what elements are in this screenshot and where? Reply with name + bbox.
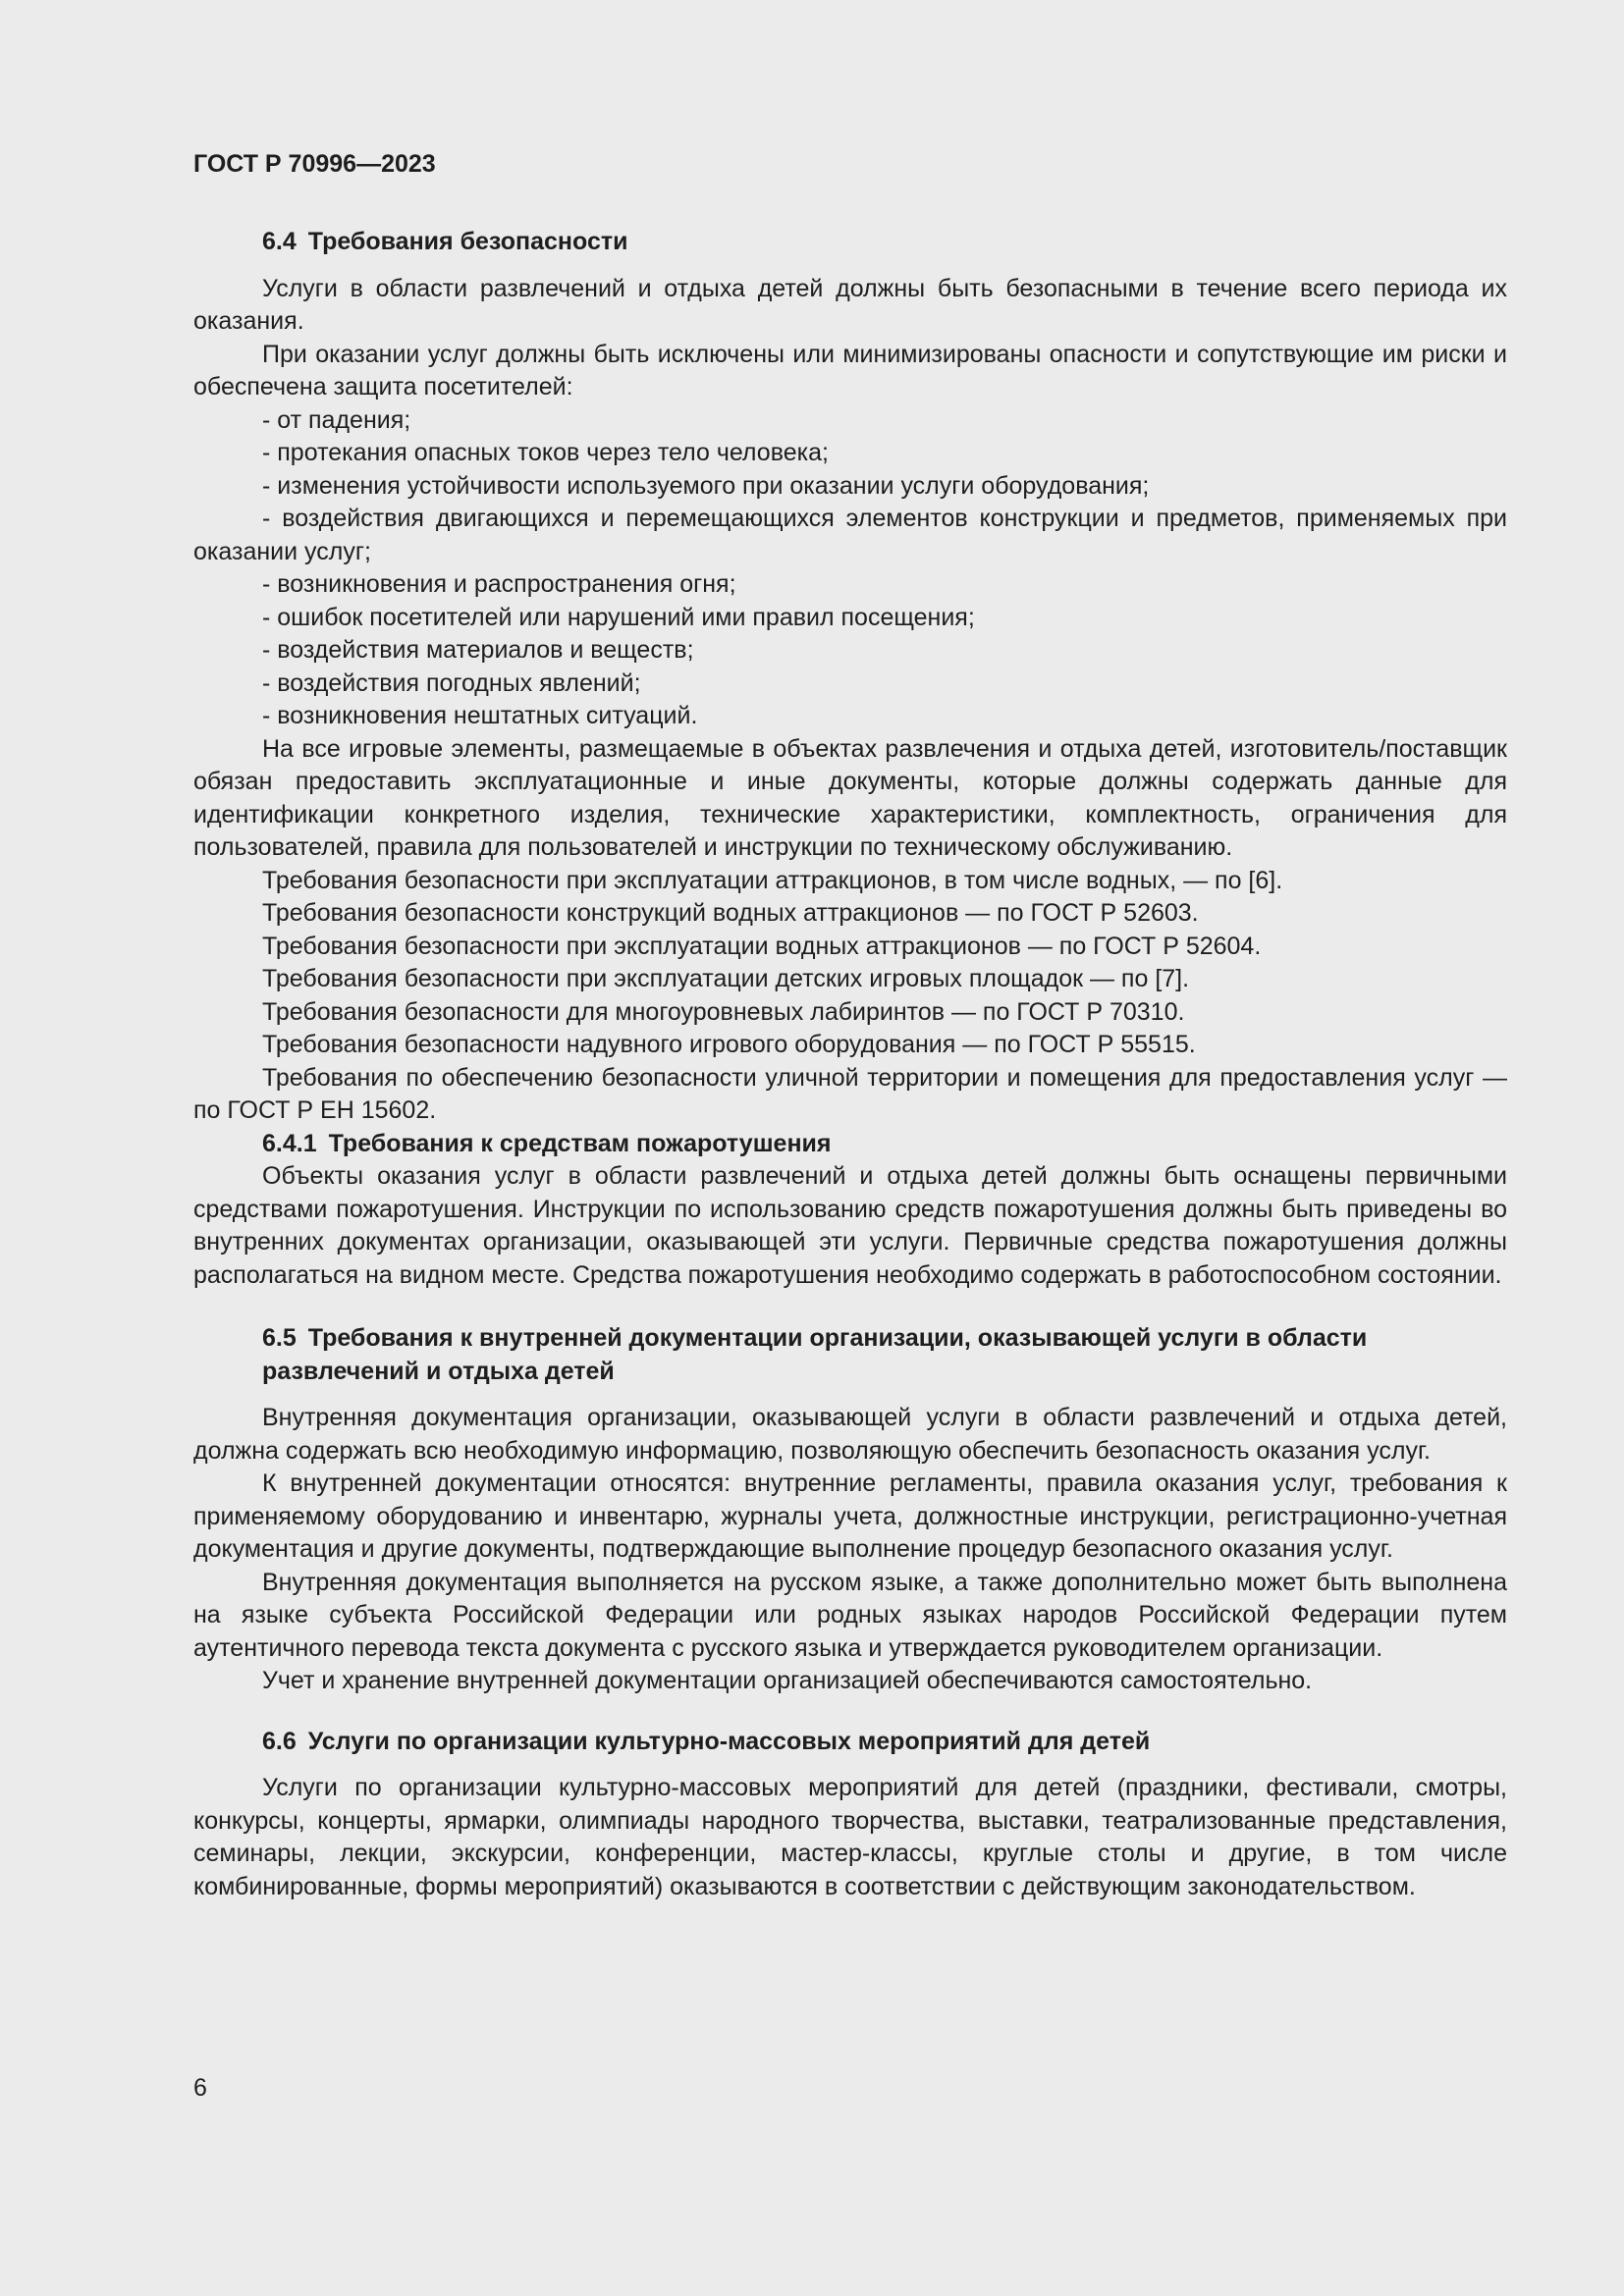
paragraph: Внутренняя документация выполняется на русском языке, а также дополнительно может быть выполнена на языке субъекта Российской Федерации или родных языках народов Российской Федерации путем аутентичного перевода текста документа с русского языка и утверждается руководителем организации. [193,1568,1507,1662]
paragraph: К внутренней документации относятся: внутренние регламенты, правила оказания услуг, требования к применяемому оборудованию и инвентарю, журналы учета, должностные инструкции, регистрационно-учетная документация и другие документы, подтверждающие выполнение процедур безопасного оказания услуг. [193,1469,1507,1563]
section-title: Требования к внутренней документации организации, оказывающей услуги в области развлечений и отдыха детей [262,1324,1368,1385]
list-item: - ошибок посетителей или нарушений ими правил посещения; [262,603,975,631]
requirement-line: Требования безопасности при эксплуатации водных аттракционов — по ГОСТ Р 52604. [262,932,1262,960]
section-title: Требования к средствам пожаротушения [328,1129,832,1157]
list-item: - воздействия материалов и веществ; [262,636,694,664]
requirement-line: Требования безопасности при эксплуатации аттракционов, в том числе водных, — по [6]. [262,866,1283,894]
paragraph: Объекты оказания услуг в области развлечений и отдыха детей должны быть оснащены первичными средствами пожаротушения. Инструкции по использованию средств пожаротушения должны быть приведены во внутренних документах организации, оказывающей эти услуги. Первичные средства пожаротушения должны располагаться на видном месте. Средства пожаротушения необходимо содержать в работоспособном состоянии. [193,1162,1507,1289]
paragraph: Учет и хранение внутренней документации организацией обеспечиваются самостоятельно. [262,1667,1313,1694]
section-title: Требования безопасности [307,228,628,255]
paragraph: Услуги по организации культурно-массовых мероприятий для детей (праздники, фестивали, смотры, конкурсы, концерты, ярмарки, олимпиады народного творчества, выставки, театрализованные представления, семинары, лекции, экскурсии, конференции, мастер-классы, круглые столы и другие, в том числе комбинированные, формы мероприятий) оказываются в соответствии с действующим законодательством. [193,1774,1507,1900]
paragraph: Внутренняя документация организации, оказывающей услуги в области развлечений и отдыха детей, должна содержать всю необходимую информацию, позволяющую обеспечить безопасность оказания услуг. [193,1404,1507,1465]
section-number: 6.5 [262,1324,297,1352]
document-code-header: ГОСТ Р 70996—2023 [193,150,436,178]
requirement-line: Требования безопасности надувного игрового оборудования — по ГОСТ Р 55515. [262,1031,1196,1058]
list-item: - воздействия погодных явлений; [262,668,641,697]
section-heading-6-4-1 [193,1128,1507,1161]
list-item: - от падения; [262,405,411,434]
page-number: 6 [193,2074,207,2102]
list-item: - протекания опасных токов через тело человека; [262,439,829,466]
list-item: - воздействия двигающихся и перемещающихся элементов конструкции и предметов, применяемых при оказании услуг; [193,505,1507,565]
section-heading-6-4 [193,226,1507,259]
section-heading-6-5 [193,1322,1507,1388]
section-heading-6-6 [193,1726,1507,1759]
requirement-line: Требования безопасности при эксплуатации детских игровых площадок — по [7]. [262,965,1190,992]
list-item: - изменения устойчивости используемого при оказании услуги оборудования; [262,471,1150,500]
document-page [193,0,1507,2296]
paragraph: При оказании услуг должны быть исключены или минимизированы опасности и сопутствующие им риски и обеспечена защита посетителей: [193,340,1507,400]
section-number: 6.6 [262,1727,297,1755]
document-body [193,226,1507,1903]
list-item: - возникновения и распространения огня; [262,570,736,598]
section-number: 6.4 [262,228,297,255]
section-title: Услуги по организации культурно-массовых мероприятий для детей [307,1727,1151,1755]
paragraph: Услуги в области развлечений и отдыха детей должны быть безопасными в течение всего периода их оказания. [193,274,1507,335]
list-item: - возникновения нештатных ситуаций. [262,702,698,729]
section-number: 6.4.1 [262,1129,317,1157]
requirement-line: Требования по обеспечению безопасности уличной территории и помещения для предоставления услуг — по ГОСТ Р ЕН 15602. [193,1063,1507,1124]
paragraph: На все игровые элементы, размещаемые в объектах развлечения и отдыха детей, изготовитель/поставщик обязан предоставить эксплуатационные и иные документы, которые должны содержать данные для идентификации конкретного изделия, технические характеристики, комплектность, ограничения для пользователей, правила для пользователей и инструкции по техническому обслуживанию. [193,734,1507,861]
requirement-line: Требования безопасности конструкций водных аттракционов — по ГОСТ Р 52603. [262,899,1199,927]
requirement-line: Требования безопасности для многоуровневых лабиринтов — по ГОСТ Р 70310. [262,997,1185,1026]
